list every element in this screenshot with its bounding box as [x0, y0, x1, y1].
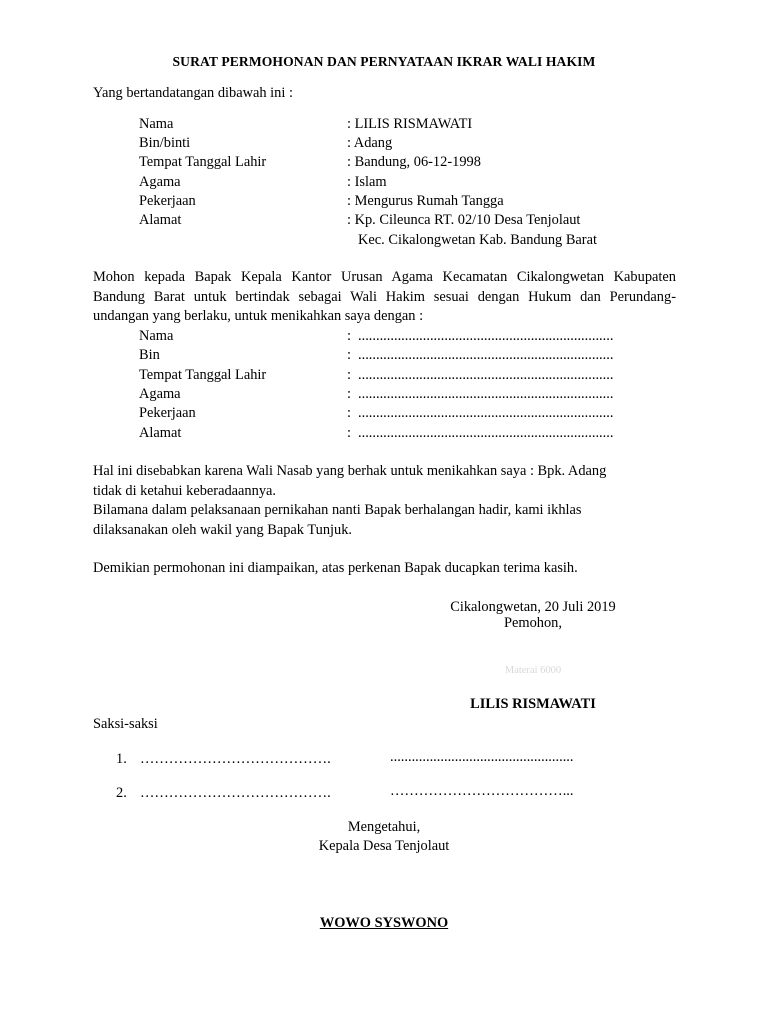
field-label: Alamat — [139, 212, 182, 228]
spouse-row — [0, 346, 768, 366]
letter-title: SURAT PERMOHONAN DAN PERNYATAAN IKRAR WALI HAKIM — [172, 54, 596, 69]
applicant-row — [0, 192, 768, 212]
field-colon: : — [347, 386, 351, 402]
blank-field-line: ....................................................................... — [358, 367, 614, 383]
request-paragraph — [93, 268, 676, 327]
paragraph-line: undangan yang berlaku, untuk menikahkan saya dengan : — [93, 308, 424, 324]
field-label: Pekerjaan — [139, 193, 196, 209]
field-label: Nama — [139, 328, 174, 344]
blank-field-line: ....................................................................... — [358, 328, 614, 344]
applicant-row — [0, 211, 768, 231]
intro-text: Yang bertandatangan dibawah ini : — [93, 85, 293, 101]
field-label: Nama — [139, 116, 174, 132]
spouse-row — [0, 385, 768, 405]
stamp-placeholder: Materai 6000 — [504, 665, 562, 676]
closing-text: Demikian permohonan ini diampaikan, atas perkenan Bapak ducapkan terima kasih. — [93, 560, 578, 576]
village-head-title: Kepala Desa Tenjolaut — [318, 838, 450, 854]
paragraph-line: Bilamana dalam pelaksanaan pernikahan nanti Bapak berhalangan hadir, kami ikhlas — [93, 502, 582, 518]
paragraph-line: dilaksanakan oleh wakil yang Bapak Tunjuk. — [93, 522, 352, 538]
address-continuation: Kec. Cikalongwetan Kab. Bandung Barat — [358, 232, 597, 248]
witness-number: 2. — [116, 785, 127, 801]
applicant-row — [0, 134, 768, 154]
village-head-name-wrap — [0, 914, 768, 934]
field-colon: : — [347, 328, 351, 344]
spouse-row — [0, 424, 768, 444]
applicant-role: Pemohon, — [504, 615, 562, 631]
field-value: : Islam — [347, 174, 387, 190]
spouse-row — [0, 404, 768, 424]
field-label: Agama — [139, 386, 181, 402]
paragraph-line: Mohon kepada Bapak Kepala Kantor Urusan Agama Kecamatan Cikalongwetan Kabupaten — [93, 269, 676, 285]
place-date: Cikalongwetan, 20 Juli 2019 — [450, 599, 616, 615]
blank-field-line: ....................................................................... — [358, 386, 614, 402]
field-value: : Adang — [347, 135, 393, 151]
applicant-signature-name: LILIS RISMAWATI — [470, 696, 596, 712]
witness-signature-line: ................................................... — [390, 749, 574, 765]
spouse-row — [0, 327, 768, 347]
field-value: : Kp. Cileunca RT. 02/10 Desa Tenjolaut — [347, 212, 581, 228]
paragraph-line: tidak di ketahui keberadaannya. — [93, 483, 277, 499]
field-label: Tempat Tanggal Lahir — [139, 154, 267, 170]
blank-field-line: ....................................................................... — [358, 347, 614, 363]
witness-signature-line: ………………………………... — [390, 783, 574, 799]
field-label: Bin — [139, 347, 160, 363]
witness-name-line: …………………………………. — [140, 751, 331, 767]
village-head-name: WOWO SYSWONO — [319, 915, 449, 931]
blank-field-line: ....................................................................... — [358, 405, 614, 421]
blank-field-line: ....................................................................... — [358, 425, 614, 441]
field-colon: : — [347, 367, 351, 383]
applicant-row — [0, 153, 768, 173]
acknowledged-label: Mengetahui, — [347, 819, 421, 835]
paragraph-line: Bandung Barat untuk bertindak sebagai Wali Hakim sesuai dengan Hukum dan Perundang- — [93, 288, 676, 305]
paragraph-line: Hal ini disebabkan karena Wali Nasab yang berhak untuk menikahkan saya : Bpk. Adang — [93, 463, 607, 479]
field-label: Pekerjaan — [139, 405, 196, 421]
field-label: Tempat Tanggal Lahir — [139, 367, 267, 383]
field-colon: : — [347, 347, 351, 363]
witness-number: 1. — [116, 751, 127, 767]
field-colon: : — [347, 425, 351, 441]
field-value: : LILIS RISMAWATI — [347, 116, 473, 132]
field-colon: : — [347, 405, 351, 421]
applicant-row — [0, 173, 768, 193]
applicant-row — [0, 115, 768, 135]
witness-heading: Saksi-saksi — [93, 716, 158, 732]
spouse-row — [0, 366, 768, 386]
witness-name-line: …………………………………. — [140, 785, 331, 801]
field-value: : Bandung, 06-12-1998 — [347, 154, 481, 170]
field-label: Agama — [139, 174, 181, 190]
field-label: Bin/binti — [139, 135, 191, 151]
field-value: : Mengurus Rumah Tangga — [347, 193, 504, 209]
field-label: Alamat — [139, 425, 182, 441]
